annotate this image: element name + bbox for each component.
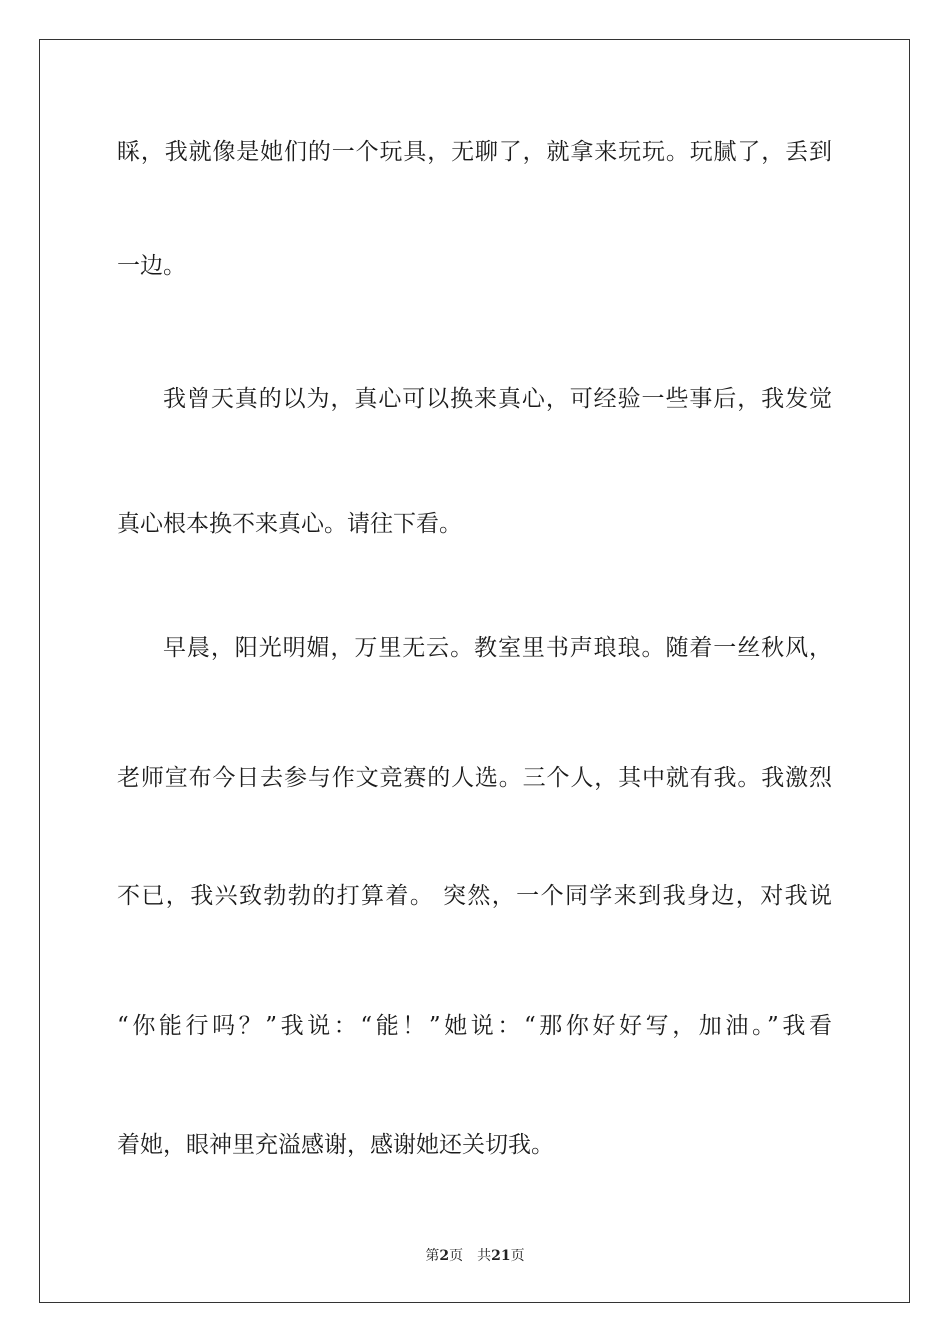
text-line-5: 早晨，阳光明媚，万里无云。教室里书声琅琅。随着一丝秋风， (163, 635, 832, 661)
page-footer (0, 1246, 950, 1266)
text-line-9: 着她，眼神里充溢感谢，感谢她还关切我。 (117, 1132, 554, 1158)
text-line-2: 一边。 (117, 253, 186, 279)
text-line-8: “你能行吗？”我说：“能！”她说：“那你好好写，加油。”我看 (117, 1013, 832, 1039)
footer-total-suffix: 页 (510, 1248, 525, 1264)
text-line-7: 不已，我兴致勃勃的打算着。 突然，一个同学来到我身边，对我说 (117, 883, 832, 909)
footer-page-prefix: 第 (425, 1248, 440, 1264)
footer-total-prefix: 共 (477, 1248, 492, 1264)
footer-page-number: 2 (439, 1248, 450, 1264)
page-border (39, 39, 910, 1303)
text-line-3: 我曾天真的以为，真心可以换来真心，可经验一些事后，我发觉 (163, 386, 832, 412)
footer-page-suffix: 页 (449, 1248, 464, 1264)
text-line-6: 老师宣布今日去参与作文竞赛的人选。三个人，其中就有我。我激烈 (117, 765, 832, 791)
footer-total-pages: 21 (491, 1248, 511, 1264)
text-line-1: 睬，我就像是她们的一个玩具，无聊了，就拿来玩玩。玩腻了，丢到 (117, 139, 832, 165)
text-line-4: 真心根本换不来真心。请往下看。 (117, 511, 462, 537)
